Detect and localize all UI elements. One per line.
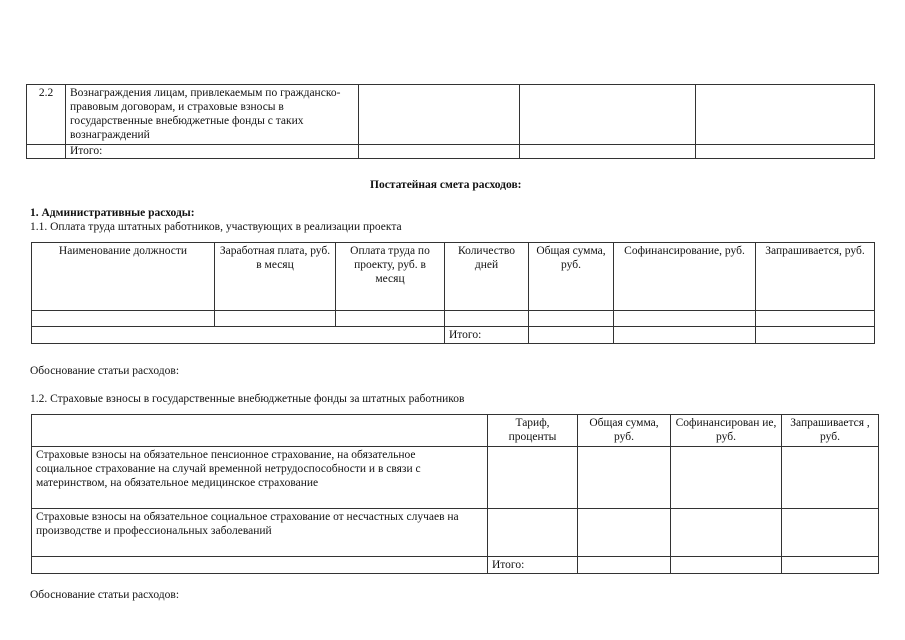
header-requested: Запрашивается, руб. — [756, 243, 875, 311]
header-project-pay: Оплата труда по проекту, руб. в месяц — [336, 243, 445, 311]
header-rate: Тариф, проценты — [488, 415, 578, 447]
table-cell — [520, 145, 696, 159]
header-empty — [32, 415, 488, 447]
table-cell — [671, 447, 782, 509]
section-1-2-subtitle: 1.2. Страховые взносы в государственные внебюджетные фонды за штатных работников — [30, 393, 465, 405]
table-cell — [488, 509, 578, 557]
table-cell — [782, 447, 879, 509]
header-requested: Запрашивается , руб. — [782, 415, 879, 447]
total-label: Итого: — [488, 557, 578, 574]
table-cell — [756, 311, 875, 327]
header-days: Количество дней — [445, 243, 529, 311]
justification-1-1: Обоснование статьи расходов: — [30, 365, 180, 377]
table-cell — [782, 557, 879, 574]
header-cofinancing: Софинансирование, руб. — [614, 243, 756, 311]
table-cell — [782, 509, 879, 557]
table-cell — [32, 557, 488, 574]
table-cell — [578, 447, 671, 509]
table-cell — [578, 509, 671, 557]
table-cell — [696, 145, 875, 159]
header-total: Общая сумма, руб. — [578, 415, 671, 447]
table-cell — [359, 145, 520, 159]
table-cell — [32, 311, 215, 327]
total-label: Итого: — [66, 145, 359, 159]
table-cell — [520, 85, 696, 145]
row-number: 2.2 — [27, 85, 66, 145]
insurance-row-description: Страховые взносы на обязательное социальное страхование от несчастных случаев на производстве и профессиональных заболеваний — [32, 509, 488, 557]
table-cell — [32, 327, 445, 344]
table-cell — [614, 311, 756, 327]
header-cofinancing: Софинансирован ие, руб. — [671, 415, 782, 447]
table-continuation — [26, 84, 875, 159]
table-cell — [671, 509, 782, 557]
table-cell — [529, 327, 614, 344]
budget-title: Постатейная смета расходов: — [370, 179, 522, 191]
table-cell — [336, 311, 445, 327]
header-position: Наименование должности — [32, 243, 215, 311]
table-cell — [756, 327, 875, 344]
table-cell — [215, 311, 336, 327]
section-1-1-subtitle: 1.1. Оплата труда штатных работников, участвующих в реализации проекта — [30, 221, 402, 233]
table-cell — [359, 85, 520, 145]
table-cell — [445, 311, 529, 327]
justification-1-2: Обоснование статьи расходов: — [30, 589, 180, 601]
insurance-table — [31, 414, 879, 574]
table-cell — [529, 311, 614, 327]
insurance-row-description: Страховые взносы на обязательное пенсионное страхование, на обязательное социальное страхование на случай временной нетрудоспособности и в связи с материнством, на обязательное медицинское страхование — [32, 447, 488, 509]
header-total: Общая сумма, руб. — [529, 243, 614, 311]
section-1-title: 1. Административные расходы: — [30, 207, 195, 219]
table-cell — [671, 557, 782, 574]
table-cell — [488, 447, 578, 509]
table-cell — [614, 327, 756, 344]
header-salary: Заработная плата, руб. в месяц — [215, 243, 336, 311]
row-description: Вознаграждения лицам, привлекаемым по гражданско-правовым договорам, и страховые взносы в государственные внебюджетные фонды с таких вознаграждений — [66, 85, 359, 145]
table-cell — [578, 557, 671, 574]
table-cell — [27, 145, 66, 159]
total-label: Итого: — [445, 327, 529, 344]
table-cell — [696, 85, 875, 145]
staff-salary-table — [31, 242, 875, 344]
